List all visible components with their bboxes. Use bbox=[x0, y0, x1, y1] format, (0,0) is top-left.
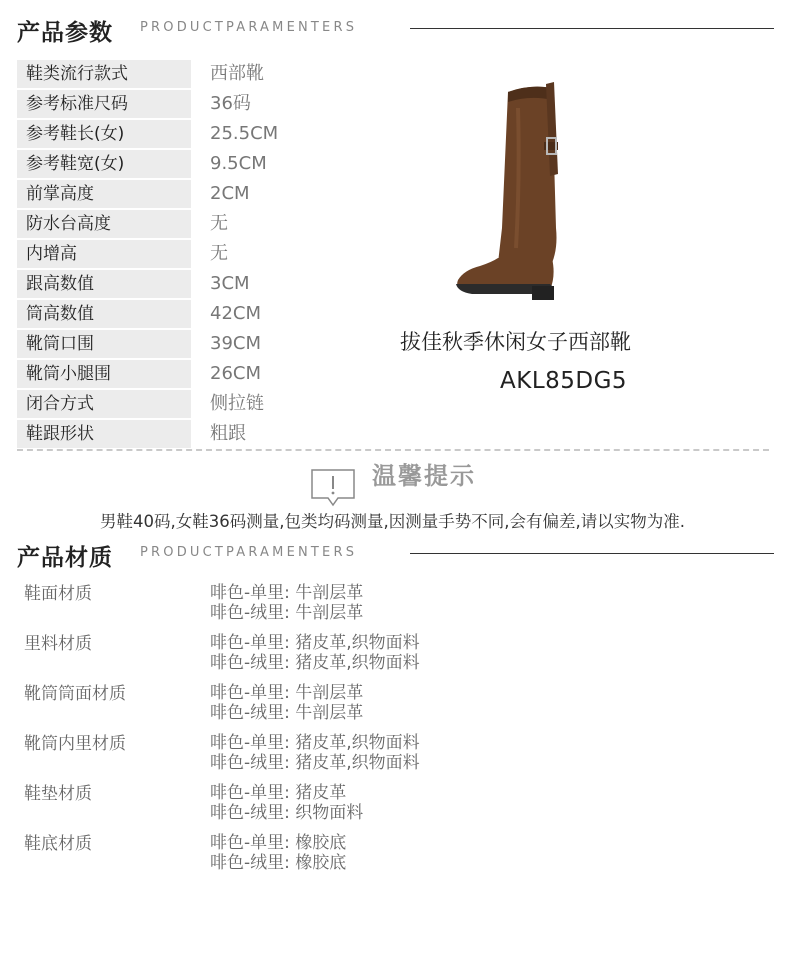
spec-value: 无 bbox=[210, 243, 228, 264]
spec-label: 参考鞋宽(女) bbox=[17, 150, 191, 178]
spec-label: 靴筒口围 bbox=[17, 330, 191, 358]
spec-row bbox=[17, 389, 377, 419]
spec-value: 25.5CM bbox=[210, 123, 279, 144]
section-title: 产品材质 bbox=[17, 545, 113, 571]
material-value: 啡色-单里: 牛剖层革 bbox=[210, 683, 364, 703]
material-value: 啡色-单里: 牛剖层革 bbox=[210, 583, 364, 603]
material-value: 啡色-绒里: 织物面料 bbox=[210, 803, 364, 823]
material-value: 啡色-绒里: 猪皮革,织物面料 bbox=[210, 653, 420, 673]
tip-title: 温馨提示 bbox=[372, 462, 476, 490]
section-header-materials bbox=[0, 531, 790, 571]
material-row bbox=[24, 633, 764, 683]
spec-label: 鞋跟形状 bbox=[17, 420, 191, 448]
material-row bbox=[24, 783, 764, 833]
spec-value: 9.5CM bbox=[210, 153, 267, 174]
material-row bbox=[24, 733, 764, 783]
section-title: 产品参数 bbox=[17, 20, 113, 46]
spec-label: 内增高 bbox=[17, 240, 191, 268]
material-row bbox=[24, 833, 764, 883]
spec-value: 2CM bbox=[210, 183, 250, 204]
spec-row bbox=[17, 149, 377, 179]
spec-row bbox=[17, 299, 377, 329]
material-label: 靴筒内里材质 bbox=[24, 734, 126, 754]
material-row bbox=[24, 683, 764, 733]
spec-value: 26CM bbox=[210, 363, 262, 384]
spec-label: 参考鞋长(女) bbox=[17, 120, 191, 148]
spec-label: 防水台高度 bbox=[17, 210, 191, 238]
spec-row bbox=[17, 119, 377, 149]
spec-label: 跟高数值 bbox=[17, 270, 191, 298]
material-label: 鞋底材质 bbox=[24, 834, 92, 854]
material-value: 啡色-单里: 猪皮革 bbox=[210, 783, 347, 803]
boot-product-image bbox=[440, 78, 580, 308]
spec-value: 3CM bbox=[210, 273, 250, 294]
dashed-divider bbox=[17, 449, 769, 451]
material-label: 鞋垫材质 bbox=[24, 784, 92, 804]
spec-label: 筒高数值 bbox=[17, 300, 191, 328]
spec-label: 鞋类流行款式 bbox=[17, 60, 191, 88]
spec-row bbox=[17, 419, 377, 449]
section-subtitle: PRODUCTPARAMENTERS bbox=[140, 545, 358, 560]
spec-row bbox=[17, 209, 377, 239]
product-name: 拔佳秋季休闲女子西部靴 bbox=[400, 330, 631, 354]
spec-row bbox=[17, 329, 377, 359]
product-code: AKL85DG5 bbox=[500, 368, 628, 394]
material-value: 啡色-单里: 猪皮革,织物面料 bbox=[210, 733, 420, 753]
section-divider bbox=[410, 553, 774, 554]
spec-row bbox=[17, 89, 377, 119]
section-header-parameters bbox=[0, 6, 790, 46]
material-label: 靴筒筒面材质 bbox=[24, 684, 126, 704]
spec-row bbox=[17, 179, 377, 209]
material-label: 里料材质 bbox=[24, 634, 92, 654]
material-value: 啡色-绒里: 牛剖层革 bbox=[210, 603, 364, 623]
material-label: 鞋面材质 bbox=[24, 584, 92, 604]
material-value: 啡色-绒里: 橡胶底 bbox=[210, 853, 347, 873]
spec-label: 靴筒小腿围 bbox=[17, 360, 191, 388]
spec-value: 无 bbox=[210, 213, 228, 234]
spec-row bbox=[17, 59, 377, 89]
spec-value: 侧拉链 bbox=[210, 393, 264, 414]
spec-row bbox=[17, 359, 377, 389]
spec-row bbox=[17, 239, 377, 269]
spec-value: 42CM bbox=[210, 303, 262, 324]
spec-label: 前掌高度 bbox=[17, 180, 191, 208]
spec-value: 粗跟 bbox=[210, 423, 246, 444]
material-value: 啡色-单里: 橡胶底 bbox=[210, 833, 347, 853]
material-value: 啡色-绒里: 猪皮革,织物面料 bbox=[210, 753, 420, 773]
section-subtitle: PRODUCTPARAMENTERS bbox=[140, 20, 358, 35]
materials-list bbox=[24, 583, 764, 883]
tip-text: 男鞋40码,女鞋36码测量,包类均码测量,因测量手势不同,会有偏差,请以实物为准. bbox=[100, 512, 685, 531]
spec-value: 西部靴 bbox=[210, 63, 264, 84]
material-row bbox=[24, 583, 764, 633]
spec-row bbox=[17, 269, 377, 299]
section-divider bbox=[410, 28, 774, 29]
material-value: 啡色-单里: 猪皮革,织物面料 bbox=[210, 633, 420, 653]
spec-value: 39CM bbox=[210, 333, 262, 354]
spec-label: 闭合方式 bbox=[17, 390, 191, 418]
material-value: 啡色-绒里: 牛剖层革 bbox=[210, 703, 364, 723]
exclamation-speech-bubble-icon bbox=[310, 468, 356, 508]
spec-table bbox=[17, 59, 377, 449]
spec-value: 36码 bbox=[210, 93, 251, 114]
spec-label: 参考标准尺码 bbox=[17, 90, 191, 118]
